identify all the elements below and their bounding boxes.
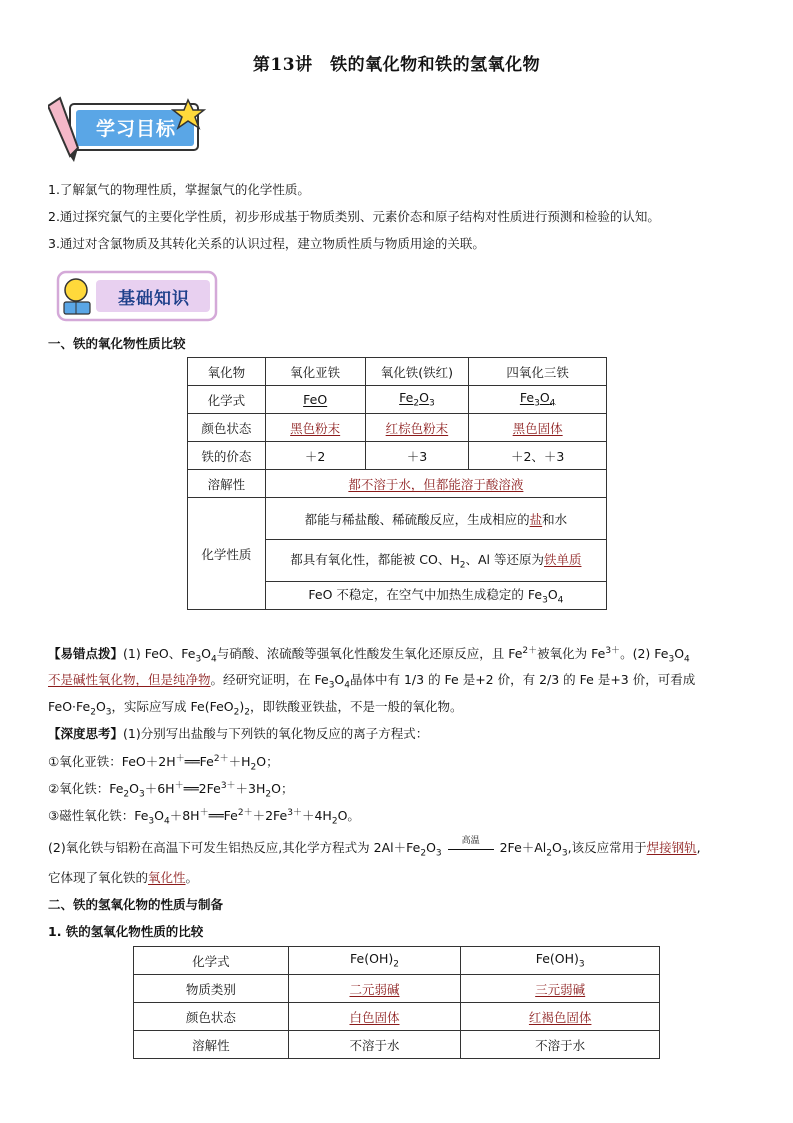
- chem-prop-3: FeO 不稳定，在空气中加热生成稳定的 $Fe_3O_4$: [265, 582, 606, 610]
- color-cell: 白色固体: [349, 1009, 400, 1025]
- header-cell: 氧化铁(铁红): [365, 358, 469, 386]
- chem-prop-1: 都能与稀盐酸、稀硫酸反应，生成相应的盐和水: [265, 498, 606, 540]
- formula-feoh3: $Fe(OH)_3$: [461, 947, 660, 975]
- section-2-heading: 二、铁的氢氧化物的性质与制备: [48, 897, 224, 912]
- note-line-2: 不是碱性氧化物，但是纯净物。经研究证明，在 $Fe_3O_4$晶体中有 1/3 的 Fe 是+2 价，有 2/3 的 Fe 是+3 价，可看成: [48, 672, 696, 691]
- header-cell: 四氧化三铁: [469, 358, 607, 386]
- equation-2: ②氧化铁：$Fe_2O_3+6H^+══2Fe^{3+}+3H_2O$；: [48, 781, 294, 800]
- learning-goals-banner: [48, 92, 208, 164]
- row-label: 溶解性: [134, 1031, 289, 1059]
- think-line-2: (2)氧化铁与铝粉在高温下可发生铝热反应,其化学方程式为 $2Al+Fe_2O_3$ 高温 $2Fe+Al_2O_3$,该反应常用于焊接钢轨,: [48, 835, 701, 859]
- basic-knowledge-banner: [54, 268, 220, 324]
- think-line-1: 【深度思考】(1)分别写出盐酸与下列铁的氧化物反应的离子方程式：: [48, 726, 429, 741]
- valence-cell: ＋2: [265, 442, 365, 470]
- color-cell: 红棕色粉末: [385, 420, 449, 436]
- iron-oxide-table: [187, 357, 607, 610]
- goal-1: 1.了解氯气的物理性质，掌握氯气的化学性质。: [48, 182, 310, 197]
- solubility-cell: 不溶于水: [461, 1031, 660, 1059]
- formula-fe3o4: $Fe_3O_4$: [469, 386, 607, 414]
- page-title: 第13讲 铁的氧化物和铁的氢氧化物: [252, 55, 541, 75]
- chem-prop-2: 都具有氧化性，都能被 CO、$H_2$、Al 等还原为铁单质: [265, 540, 606, 582]
- row-label: 化学式: [134, 947, 289, 975]
- row-label: 颜色状态: [188, 414, 266, 442]
- formula-feo: FeO: [265, 386, 365, 414]
- category-cell: 二元弱碱: [349, 981, 400, 997]
- row-label: 铁的价态: [188, 442, 266, 470]
- solubility-cell: 都不溶于水，但都能溶于酸溶液: [348, 476, 524, 492]
- section-2-1-heading: 1. 铁的氢氧化物性质的比较: [48, 924, 204, 939]
- header-cell: 氧化物: [188, 358, 266, 386]
- category-cell: 三元弱碱: [535, 981, 586, 997]
- note-line-1: 【易错点拨】(1) FeO、$Fe_3O_4$与硝酸、浓硫酸等强氧化性酸发生氧化还原反应，且 $Fe^{2+}$被氧化为 $Fe^{3+}$。(2) $Fe_3O_4$: [48, 646, 690, 665]
- row-label: 化学性质: [188, 498, 266, 610]
- basic-knowledge-label: 基础知识: [118, 289, 190, 309]
- equation-3: ③磁性氧化铁：$Fe_3O_4+8H^+══Fe^{2+}+2Fe^{3+}+4H_2O$。: [48, 808, 360, 827]
- iron-hydroxide-table: [133, 946, 660, 1059]
- goal-2: 2.通过探究氯气的主要化学性质，初步形成基于物质类别、元素价态和原子结构对性质进行预测和检验的认知。: [48, 209, 660, 224]
- reaction-arrow: 高温: [446, 842, 496, 856]
- note-line-3: $FeO\cdot Fe_2O_3$，实际应写成 $Fe(FeO_2)_2$，即铁酸亚铁盐，不是一般的氧化物。: [48, 699, 463, 718]
- learning-goals-label: 学习目标: [95, 118, 176, 140]
- valence-cell: ＋2、＋3: [469, 442, 607, 470]
- formula-fe2o3: $Fe_2O_3$: [365, 386, 469, 414]
- color-cell: 黑色粉末: [290, 420, 341, 436]
- row-label: 化学式: [188, 386, 266, 414]
- color-cell: 黑色固体: [512, 420, 563, 436]
- header-cell: 氧化亚铁: [265, 358, 365, 386]
- row-label: 颜色状态: [134, 1003, 289, 1031]
- row-label: 物质类别: [134, 975, 289, 1003]
- equation-1: ①氧化亚铁：$FeO+2H^+══Fe^{2+}+H_2O$；: [48, 754, 279, 773]
- row-label: 溶解性: [188, 470, 266, 498]
- think-line-3: 它体现了氧化铁的氧化性。: [48, 870, 199, 885]
- goal-3: 3.通过对含氯物质及其转化关系的认识过程，建立物质性质与物质用途的关联。: [48, 236, 485, 251]
- formula-feoh2: $Fe(OH)_2$: [288, 947, 461, 975]
- color-cell: 红褐色固体: [528, 1009, 592, 1025]
- section-1-heading: 一、铁的氧化物性质比较: [48, 336, 186, 351]
- solubility-cell: 不溶于水: [288, 1031, 461, 1059]
- valence-cell: ＋3: [365, 442, 469, 470]
